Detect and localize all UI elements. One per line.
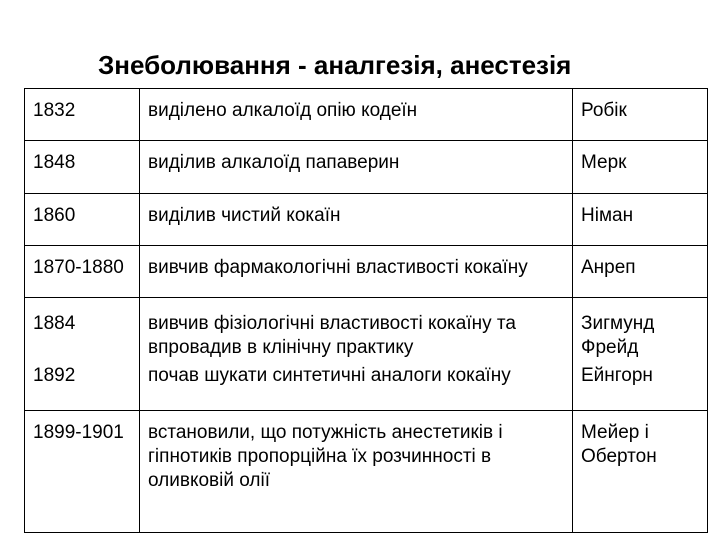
table-row bbox=[25, 246, 708, 298]
event-cell: вивчив фармакологічні властивості кокаїну bbox=[140, 246, 573, 298]
year-cell: 1899-1901 bbox=[25, 410, 140, 532]
year-cell: 1832 bbox=[25, 89, 140, 141]
person-cell: Ейнгорн bbox=[573, 364, 708, 410]
person-cell: Мерк bbox=[573, 141, 708, 194]
page-title: Знеболювання - аналгезія, анестезія bbox=[98, 50, 572, 80]
table-row bbox=[25, 89, 708, 141]
year-cell: 1870-1880 bbox=[25, 246, 140, 298]
event-cell: виділив чистий кокаїн bbox=[140, 194, 573, 246]
event-cell: почав шукати синтетичні аналоги кокаїну bbox=[140, 364, 573, 410]
person-cell: Робік bbox=[573, 89, 708, 141]
person-cell: Мейер і Обертон bbox=[573, 410, 708, 532]
person-cell: Анреп bbox=[573, 246, 708, 298]
table-row bbox=[25, 298, 708, 365]
year-cell: 1892 bbox=[25, 364, 140, 410]
event-cell: встановили, що потужність анестетиків і гіпнотиків пропорційна їх розчинності в оливковій олії bbox=[140, 410, 573, 532]
event-cell: виділено алкалоїд опію кодеїн bbox=[140, 89, 573, 141]
year-cell: 1884 bbox=[25, 298, 140, 365]
table-row bbox=[25, 194, 708, 246]
person-cell: Німан bbox=[573, 194, 708, 246]
table-row bbox=[25, 364, 708, 410]
table-row bbox=[25, 141, 708, 194]
event-cell: виділив алкалоїд папаверин bbox=[140, 141, 573, 194]
year-cell: 1860 bbox=[25, 194, 140, 246]
table-row bbox=[25, 410, 708, 532]
person-cell: Зигмунд Фрейд bbox=[573, 298, 708, 365]
history-table bbox=[24, 88, 708, 533]
event-cell: вивчив фізіологічні властивості кокаїну та впровадив в клінічну практику bbox=[140, 298, 573, 365]
year-cell: 1848 bbox=[25, 141, 140, 194]
